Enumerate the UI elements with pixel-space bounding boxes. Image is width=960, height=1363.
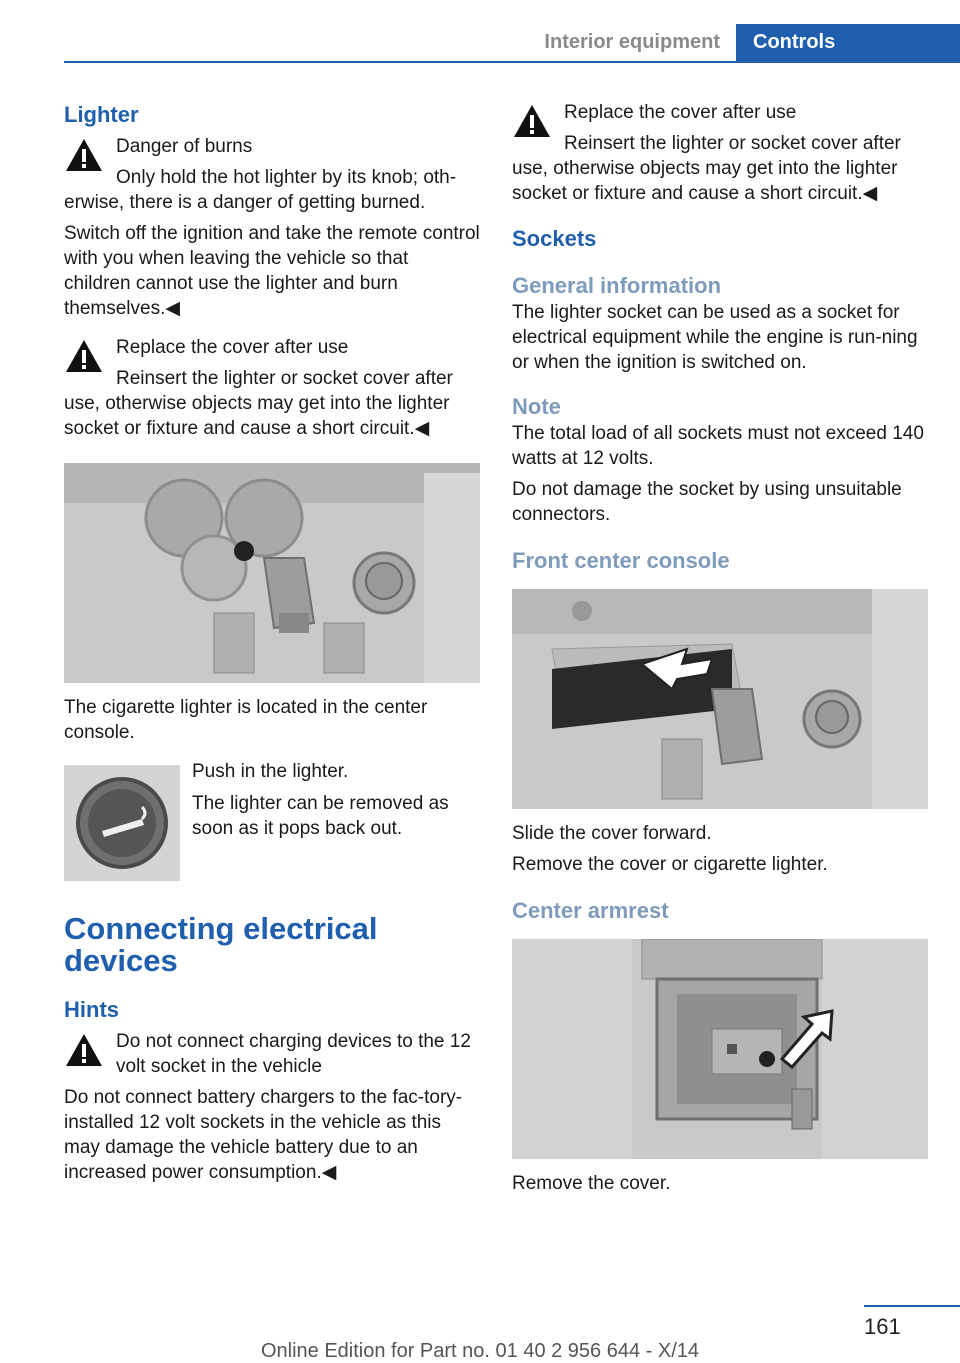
warning-cover-line2: use, otherwise objects may get into the lighter socket or fixture and cause a short circuit.◀ <box>512 158 898 204</box>
header-chapter-tab: Controls <box>736 24 960 61</box>
remove-cover-text: Remove the cover or cigarette lighter. <box>512 854 828 875</box>
front-center-console-heading: Front center console <box>512 548 730 573</box>
note-heading: Note <box>512 394 561 419</box>
page-number: 161 <box>864 1314 901 1339</box>
center-armrest-heading: Center armrest <box>512 898 669 923</box>
lighter-block <box>64 759 480 909</box>
warning-cover-title: Replace the cover after use <box>116 337 349 358</box>
center-console-illustration <box>64 463 480 683</box>
connecting-heading: Connecting electrical devices <box>64 911 378 978</box>
warning-burns-title: Danger of burns <box>116 136 253 157</box>
general-information-paragraph: The lighter socket can be used as a socket for electrical equipment while the engine is run-ning or when the ignition is switched on. <box>512 302 918 373</box>
center-armrest-illustration <box>512 939 928 1159</box>
warning-cover-left <box>64 335 480 441</box>
note-paragraph-1: The total load of all sockets must not exceed 140 watts at 12 volts. <box>512 423 924 469</box>
charging-paragraph: Do not connect battery chargers to the fac-tory-installed 12 volt sockets in the vehicle as this may damage the vehicle battery due to an increased power consumption.◀ <box>64 1087 463 1183</box>
general-information-heading: General information <box>512 273 722 298</box>
warning-triangle-icon <box>64 1031 104 1069</box>
warning-cover-line1: Reinsert the lighter or socket cover after <box>564 133 901 154</box>
warning-cover-line2: use, otherwise objects may get into the lighter socket or fixture and cause a short circuit.◀ <box>64 393 450 439</box>
warning-triangle-icon <box>64 136 104 174</box>
edition-footer: Online Edition for Part no. 01 40 2 956 644 - X/14 <box>260 1340 700 1362</box>
cigarette-lighter-image <box>64 765 180 881</box>
warning-cover-title: Replace the cover after use <box>564 102 797 123</box>
console-caption: The cigarette lighter is located in the center console. <box>64 697 428 743</box>
warning-burns-line1: Only hold the hot lighter by its knob; oth- <box>116 167 457 188</box>
left-column <box>64 100 480 1185</box>
warning-burns <box>64 134 480 215</box>
warning-triangle-icon <box>64 337 104 375</box>
hints-heading: Hints <box>64 997 119 1022</box>
front-console-illustration <box>512 589 928 809</box>
header-section-title: Interior equipment <box>544 31 720 53</box>
warning-charging <box>64 1029 480 1185</box>
warning-cover-right <box>512 100 928 206</box>
burns-paragraph: Switch off the ignition and take the remote control with you when leaving the vehicle so that children cannot use the lighter and burn themselves.◀ <box>64 223 480 319</box>
slide-cover-text: Slide the cover forward. <box>512 823 712 844</box>
sockets-heading: Sockets <box>512 226 597 251</box>
warning-cover-line1: Reinsert the lighter or socket cover after <box>116 368 453 389</box>
lighter-removed-text: The lighter can be removed as soon as it pops back out. <box>192 793 449 839</box>
push-lighter-text: Push in the lighter. <box>192 761 349 782</box>
armrest-caption: Remove the cover. <box>512 1173 671 1194</box>
footer-rule <box>864 1305 960 1307</box>
warning-charging-title: Do not connect charging devices to the 12 volt socket in the vehicle <box>116 1031 471 1077</box>
header-rule <box>64 61 960 63</box>
warning-burns-line2: erwise, there is a danger of getting burned. <box>64 192 426 213</box>
warning-triangle-icon <box>512 102 552 140</box>
lighter-heading: Lighter <box>64 102 139 127</box>
right-column <box>512 100 928 1196</box>
note-paragraph-2: Do not damage the socket by using unsuitable connectors. <box>512 479 902 525</box>
